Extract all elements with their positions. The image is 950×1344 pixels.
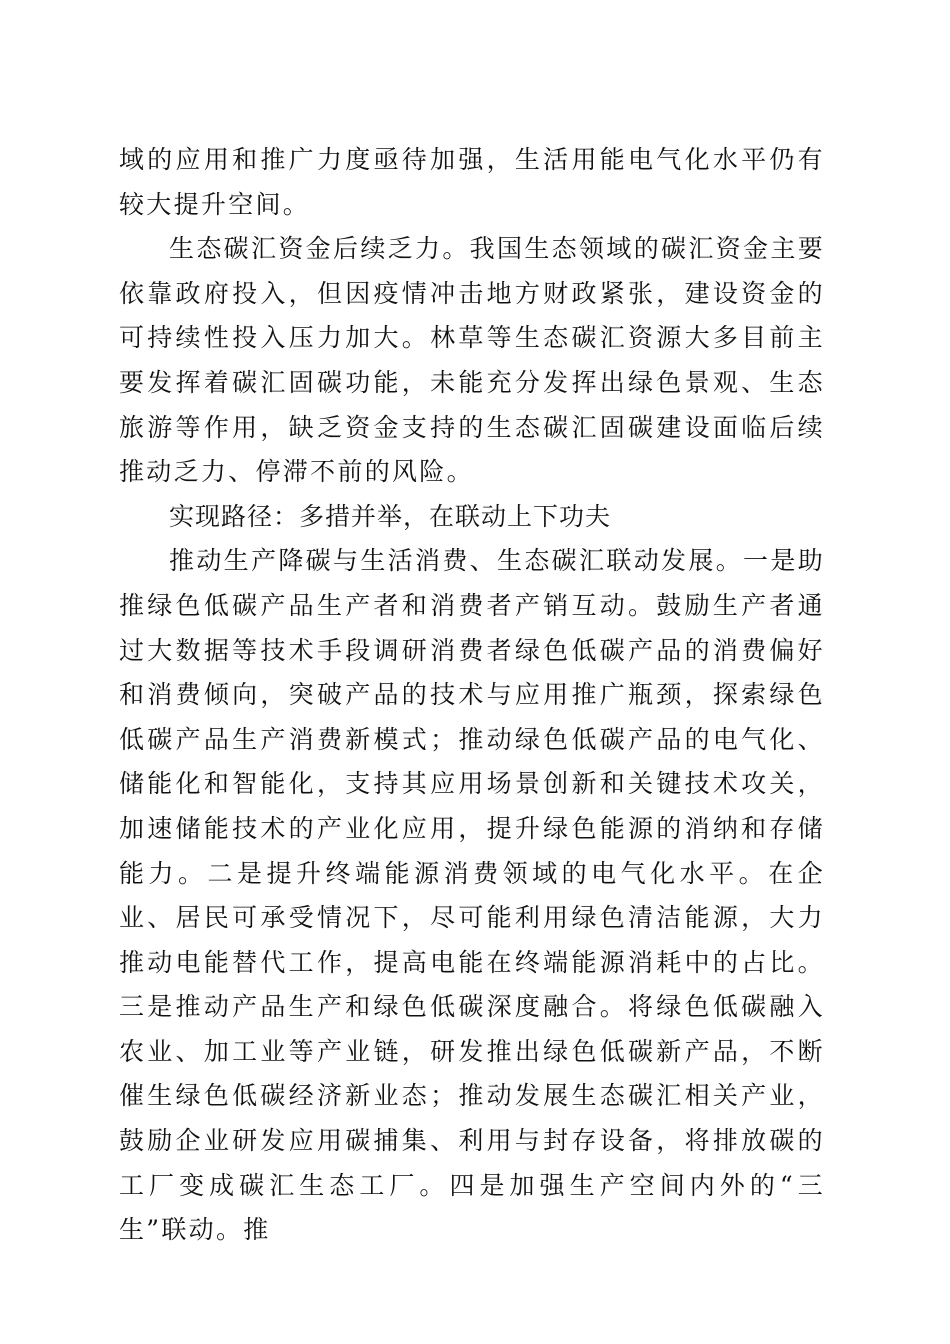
- paragraph-linked-development: 推动生产降碳与生活消费、生态碳汇联动发展。一是助推绿色低碳产品生产者和消费者产销互动。鼓励生产者通过大数据等技术手段调研消费者绿色低碳产品的消费偏好和消费倾向，突破产品的技术与应用推广瓶颈，探索绿色低碳产品生产消费新模式；推动绿色低碳产品的电气化、储能化和智能化，支持其应用场景创新和关键技术攻关，加速储能技术的产业化应用，提升绿色能源的消纳和存储能力。二是提升终端能源消费领域的电气化水平。在企业、居民可承受情况下，尽可能利用绿色清洁能源，大力推动电能替代工作，提高电能在终端能源消耗中的占比。三是推动产品生产和绿色低碳深度融合。将绿色低碳融入农业、加工业等产业链，研发推出绿色低碳新产品，不断催生绿色低碳经济新业态；推动发展生态碳汇相关产业，鼓励企业研发应用碳捕集、利用与封存设备，将排放碳的工厂变成碳汇生态工厂。四是加强生产空间内外的“三生”联动。推: [119, 546, 825, 1245]
- paragraph-ecological-carbon-sink-funding: 生态碳汇资金后续乏力。我国生态领域的碳汇资金主要依靠政府投入，但因疫情冲击地方财政紧张，建设资金的可持续性投入压力加大。林草等生态碳汇资源大多目前主要发挥着碳汇固碳功能，未能充分发挥出绿色景观、生态旅游等作用，缺乏资金支持的生态碳汇固碳建设面临后续推动乏力、停滞不前的风险。: [119, 234, 825, 487]
- section-heading-implementation-path: 实现路径：多措并举，在联动上下功夫: [169, 501, 612, 531]
- document-body: [119, 138, 825, 1253]
- paragraph-continuation: 域的应用和推广力度亟待加强，生活用能电气化水平仍有较大提升空间。: [119, 145, 825, 219]
